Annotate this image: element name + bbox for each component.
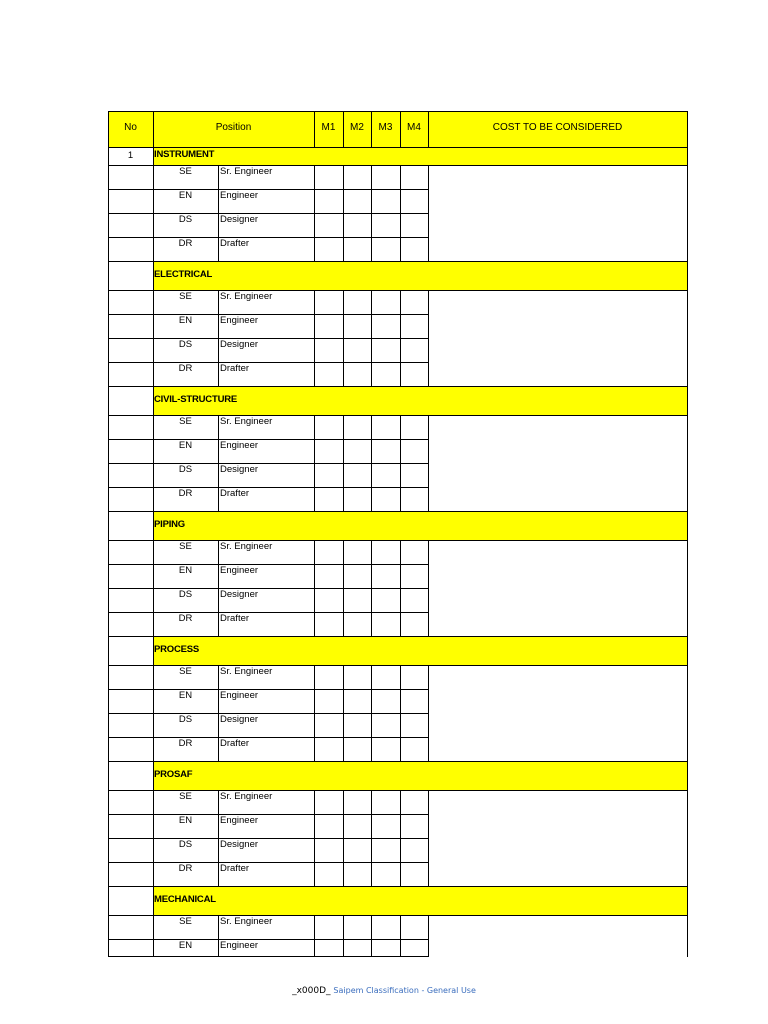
cell-divider — [343, 790, 344, 886]
role-code: DR — [178, 613, 193, 624]
cell-divider — [314, 665, 315, 761]
role-code: EN — [178, 315, 193, 326]
header-m1: M1 — [321, 122, 336, 133]
row-border — [108, 213, 429, 214]
cell-divider — [371, 790, 372, 886]
cell-divider — [428, 915, 429, 956]
cell-divider — [343, 540, 344, 636]
role-code: SE — [179, 791, 192, 802]
table-top-border — [108, 111, 688, 112]
role-title: Designer — [220, 839, 259, 850]
role-code: DR — [178, 488, 193, 499]
row-border — [108, 737, 429, 738]
section-label: ELECTRICAL — [154, 269, 213, 280]
footer-code: _x000D_ — [292, 986, 331, 996]
section-label: PROSAF — [154, 769, 193, 780]
cell-divider — [218, 790, 219, 886]
role-title: Engineer — [220, 440, 259, 451]
section-bottom-border — [108, 165, 688, 166]
role-title: Designer — [220, 714, 259, 725]
cell-divider — [400, 915, 401, 956]
role-code: EN — [178, 565, 193, 576]
cell-divider — [400, 290, 401, 386]
role-code: EN — [178, 690, 193, 701]
role-code: DR — [178, 238, 193, 249]
role-title: Drafter — [220, 863, 250, 874]
section-label: CIVIL-STRUCTURE — [154, 394, 238, 405]
role-title: Designer — [220, 214, 259, 225]
section-row — [154, 148, 687, 165]
cell-divider — [218, 290, 219, 386]
role-code: DR — [178, 863, 193, 874]
cell-divider — [218, 165, 219, 261]
section-bottom-border — [108, 915, 688, 916]
role-code: SE — [179, 666, 192, 677]
role-title: Engineer — [220, 940, 259, 951]
header-divider — [428, 111, 429, 147]
section-bottom-border — [108, 540, 688, 541]
section-label: INSTRUMENT — [154, 149, 215, 160]
section-label: PROCESS — [154, 644, 200, 655]
role-code: DR — [178, 363, 193, 374]
role-title: Designer — [220, 464, 259, 475]
header-position: Position — [215, 122, 252, 133]
table-left-border — [108, 111, 109, 957]
row-border — [108, 189, 429, 190]
row-border — [108, 564, 429, 565]
role-title: Engineer — [220, 690, 259, 701]
section-row — [154, 512, 687, 540]
header-m3: M3 — [378, 122, 393, 133]
role-title: Designer — [220, 339, 259, 350]
cell-divider — [400, 165, 401, 261]
row-number: 1 — [127, 150, 134, 161]
cell-divider — [343, 915, 344, 956]
role-code: SE — [179, 541, 192, 552]
role-title: Sr. Engineer — [220, 916, 273, 927]
header-divider — [400, 111, 401, 147]
role-title: Drafter — [220, 238, 250, 249]
cell-divider — [371, 415, 372, 511]
cell-divider — [314, 540, 315, 636]
cell-divider — [428, 665, 429, 761]
cell-divider — [428, 415, 429, 511]
cell-divider — [371, 165, 372, 261]
cell-divider — [343, 290, 344, 386]
role-title: Drafter — [220, 488, 250, 499]
cell-divider — [314, 790, 315, 886]
row-border — [108, 338, 429, 339]
role-code: EN — [178, 440, 193, 451]
section-row — [154, 262, 687, 290]
cell-divider — [343, 665, 344, 761]
row-border — [108, 814, 429, 815]
cell-divider — [428, 165, 429, 261]
header-divider — [343, 111, 344, 147]
role-title: Engineer — [220, 315, 259, 326]
cell-divider — [371, 665, 372, 761]
role-code: SE — [179, 166, 192, 177]
cell-divider — [428, 290, 429, 386]
section-label: PIPING — [154, 519, 186, 530]
role-title: Sr. Engineer — [220, 291, 273, 302]
row-border — [108, 689, 429, 690]
role-title: Sr. Engineer — [220, 166, 273, 177]
role-code: SE — [179, 291, 192, 302]
cell-divider — [218, 915, 219, 956]
cell-divider — [400, 540, 401, 636]
header-cost: COST TO BE CONSIDERED — [492, 122, 623, 133]
cell-divider — [371, 915, 372, 956]
footer-classification: Saipem Classification - General Use — [333, 986, 476, 995]
cell-divider — [371, 290, 372, 386]
row-border — [108, 314, 429, 315]
role-title: Engineer — [220, 190, 259, 201]
section-row — [154, 887, 687, 915]
section-bottom-border — [108, 415, 688, 416]
role-code: DS — [178, 839, 193, 850]
role-title: Sr. Engineer — [220, 791, 273, 802]
role-code: DS — [178, 589, 193, 600]
no-column-border — [153, 111, 154, 957]
cell-divider — [400, 790, 401, 886]
cell-divider — [218, 540, 219, 636]
row-border — [108, 362, 429, 363]
cell-divider — [428, 540, 429, 636]
role-code: DS — [178, 339, 193, 350]
cell-divider — [218, 665, 219, 761]
cell-divider — [343, 165, 344, 261]
role-title: Drafter — [220, 363, 250, 374]
cell-divider — [343, 415, 344, 511]
section-label: MECHANICAL — [154, 894, 216, 905]
row-border — [108, 588, 429, 589]
cell-divider — [314, 415, 315, 511]
row-border — [108, 237, 429, 238]
role-code: EN — [178, 940, 193, 951]
header-m4: M4 — [407, 122, 421, 133]
row-border — [108, 612, 429, 613]
role-code: EN — [178, 815, 193, 826]
cell-divider — [314, 915, 315, 956]
role-title: Sr. Engineer — [220, 666, 273, 677]
row-border — [108, 439, 429, 440]
header-m2: M2 — [350, 122, 364, 133]
section-bottom-border — [108, 290, 688, 291]
row-border — [108, 487, 429, 488]
row-border — [108, 838, 429, 839]
role-title: Drafter — [220, 738, 250, 749]
row-border — [108, 862, 429, 863]
cell-divider — [428, 790, 429, 886]
section-bottom-border — [108, 665, 688, 666]
page-footer — [0, 986, 768, 996]
table-right-border — [687, 111, 688, 957]
row-border — [108, 956, 429, 957]
row-border — [108, 713, 429, 714]
cell-divider — [314, 165, 315, 261]
row-border — [108, 939, 429, 940]
role-code: EN — [178, 190, 193, 201]
cell-divider — [400, 415, 401, 511]
role-code: SE — [179, 916, 192, 927]
role-code: DS — [178, 214, 193, 225]
role-title: Drafter — [220, 613, 250, 624]
role-title: Designer — [220, 589, 259, 600]
section-bottom-border — [108, 790, 688, 791]
role-code: DS — [178, 464, 193, 475]
cell-divider — [314, 290, 315, 386]
cell-divider — [218, 415, 219, 511]
role-title: Engineer — [220, 565, 259, 576]
header-divider — [371, 111, 372, 147]
role-title: Sr. Engineer — [220, 541, 273, 552]
role-code: DR — [178, 738, 193, 749]
cell-divider — [371, 540, 372, 636]
role-title: Sr. Engineer — [220, 416, 273, 427]
cell-divider — [400, 665, 401, 761]
header-no: No — [124, 122, 137, 133]
section-row — [154, 762, 687, 790]
role-code: DS — [178, 714, 193, 725]
header-divider — [314, 111, 315, 147]
role-code: SE — [179, 416, 192, 427]
section-row — [154, 637, 687, 665]
role-title: Engineer — [220, 815, 259, 826]
row-border — [108, 463, 429, 464]
